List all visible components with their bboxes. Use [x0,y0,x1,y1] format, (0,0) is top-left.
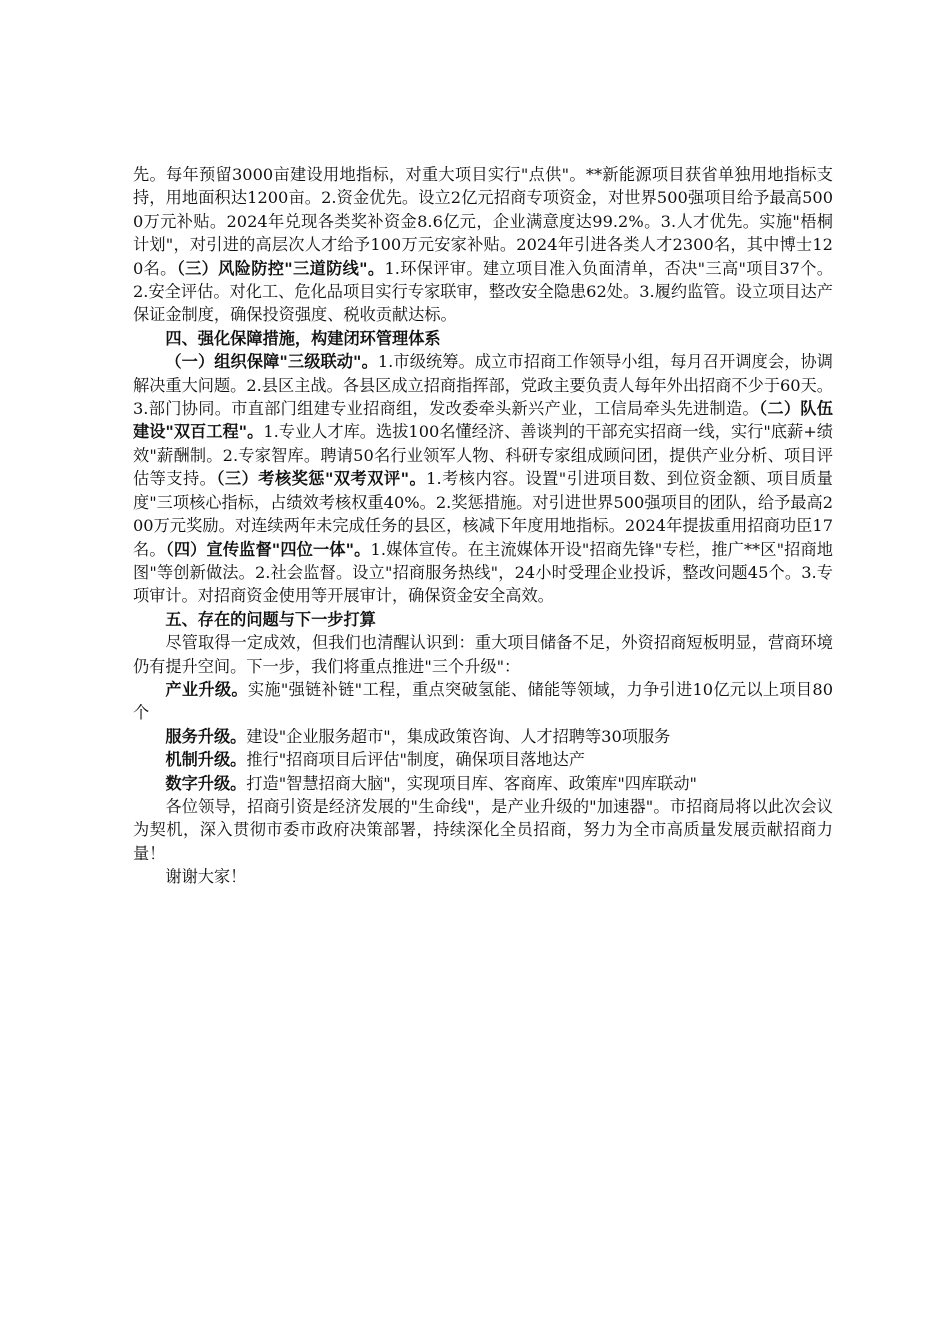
text-run: 先。每年预留3000亩建设用地指标，对重大项目实行"点供"。**新能源项目获省单独用地指标支持，用地面积达1200亩。2.资金优先。设立2亿元招商专项资金，对世界500强项目给予最高5000万元补贴。2024年兑现各类奖补资金8.6亿元，企业满意度达99.2%。3.人才优先。实施"梧桐计划"，对引进的高层次人才给予100万元安家补贴。2024年引进各类人才2300名，其中博士120名。 [133,165,833,278]
text-run: 建设"企业服务超市"，集成政策咨询、人才招聘等30项服务 [246,726,671,746]
text-run: 1.专业人才库。选拔100名懂经济、善谈判的干部充实招商一线，实行"底薪+绩效"薪酬制。2.专家智库。聘请50名行业领军人物、科研专家组成顾问团，提供产业分析、项目评估等支持。 [133,422,833,489]
text-run: 1.媒体宣传。在主流媒体开设"招商先锋"专栏，推广**区"招商地图"等创新做法。2.社会监督。设立"招商服务热线"，24小时受理企业投诉，整改问题45个。3.专项审计。对招商资金使用等开展审计，确保资金安全高效。 [133,539,833,606]
paragraph [133,748,833,771]
text-run: 1.市级统筹。成立市招商工作领导小组，每月召开调度会，协调解决重大问题。2.县区主战。各县区成立招商指挥部，党政主要负责人每年外出招商不少于60天。3.部门协同。市直部门组建专业招商组，发改委牵头新兴产业，工信局牵头先进制造。 [133,352,833,419]
section-heading [133,327,833,350]
text-run: 打造"智慧招商大脑"，实现项目库、客商库、政策库"四库联动" [246,773,697,793]
paragraph [133,795,833,865]
bold-run: （三）风险防控"三道防线"。 [176,258,385,278]
paragraph [133,865,833,888]
text-run: 实施"强链补链"工程，重点突破氢能、储能等领域，力争引进10亿元以上项目80个 [133,679,833,723]
bold-run: 数字升级。 [165,773,247,793]
bold-run: 五、存在的问题与下一步打算 [165,609,376,629]
bold-run: （四）宣传监督"四位一体"。 [165,539,371,559]
paragraph [133,631,833,678]
paragraph [133,678,833,725]
bold-run: 产业升级。 [165,679,248,699]
text-run: 1.考核内容。设置"引进项目数、到位资金额、项目质量度"三项核心指标，占绩效考核权重40%。2.奖惩措施。对引进世界500强项目的团队，给予最高200万元奖励。对连续两年未完成任务的县区，核减下年度用地指标。2024年提拔重用招商功臣17名。 [133,469,833,559]
bold-run: 四、强化保障措施，构建闭环管理体系 [165,328,441,348]
paragraph [133,163,833,327]
text-run: 尽管取得一定成效，但我们也清醒认识到：重大项目储备不足，外资招商短板明显，营商环境仍有提升空间。下一步，我们将重点推进"三个升级"： [133,633,833,676]
paragraph [133,772,833,795]
section-heading [133,608,833,631]
paragraph [133,725,833,748]
bold-run: 机制升级。 [165,750,247,770]
bold-run: （二）队伍建设"双百工程"。 [133,399,833,442]
bold-run: （一）组织保障"三级联动"。 [165,352,378,372]
text-run: 各位领导，招商引资是经济发展的"生命线"，是产业升级的"加速器"。市招商局将以此次会议为契机，深入贯彻市委市政府决策部署，持续深化全员招商，努力为全市高质量发展贡献招商力量！ [133,796,833,863]
bold-run: （三）考核奖惩"双考双评"。 [216,469,427,489]
document-body [133,163,833,889]
text-run: 1.环保评审。建立项目准入负面清单，否决"三高"项目37个。2.安全评估。对化工、危化品项目实行专家联审，整改安全隐患62处。3.履约监管。设立项目达产保证金制度，确保投资强度、税收贡献达标。 [133,258,833,325]
bold-run: 服务升级。 [165,726,247,746]
text-run: 推行"招商项目后评估"制度，确保项目落地达产 [246,750,585,770]
paragraph [133,350,833,607]
text-run: 谢谢大家！ [165,867,247,887]
